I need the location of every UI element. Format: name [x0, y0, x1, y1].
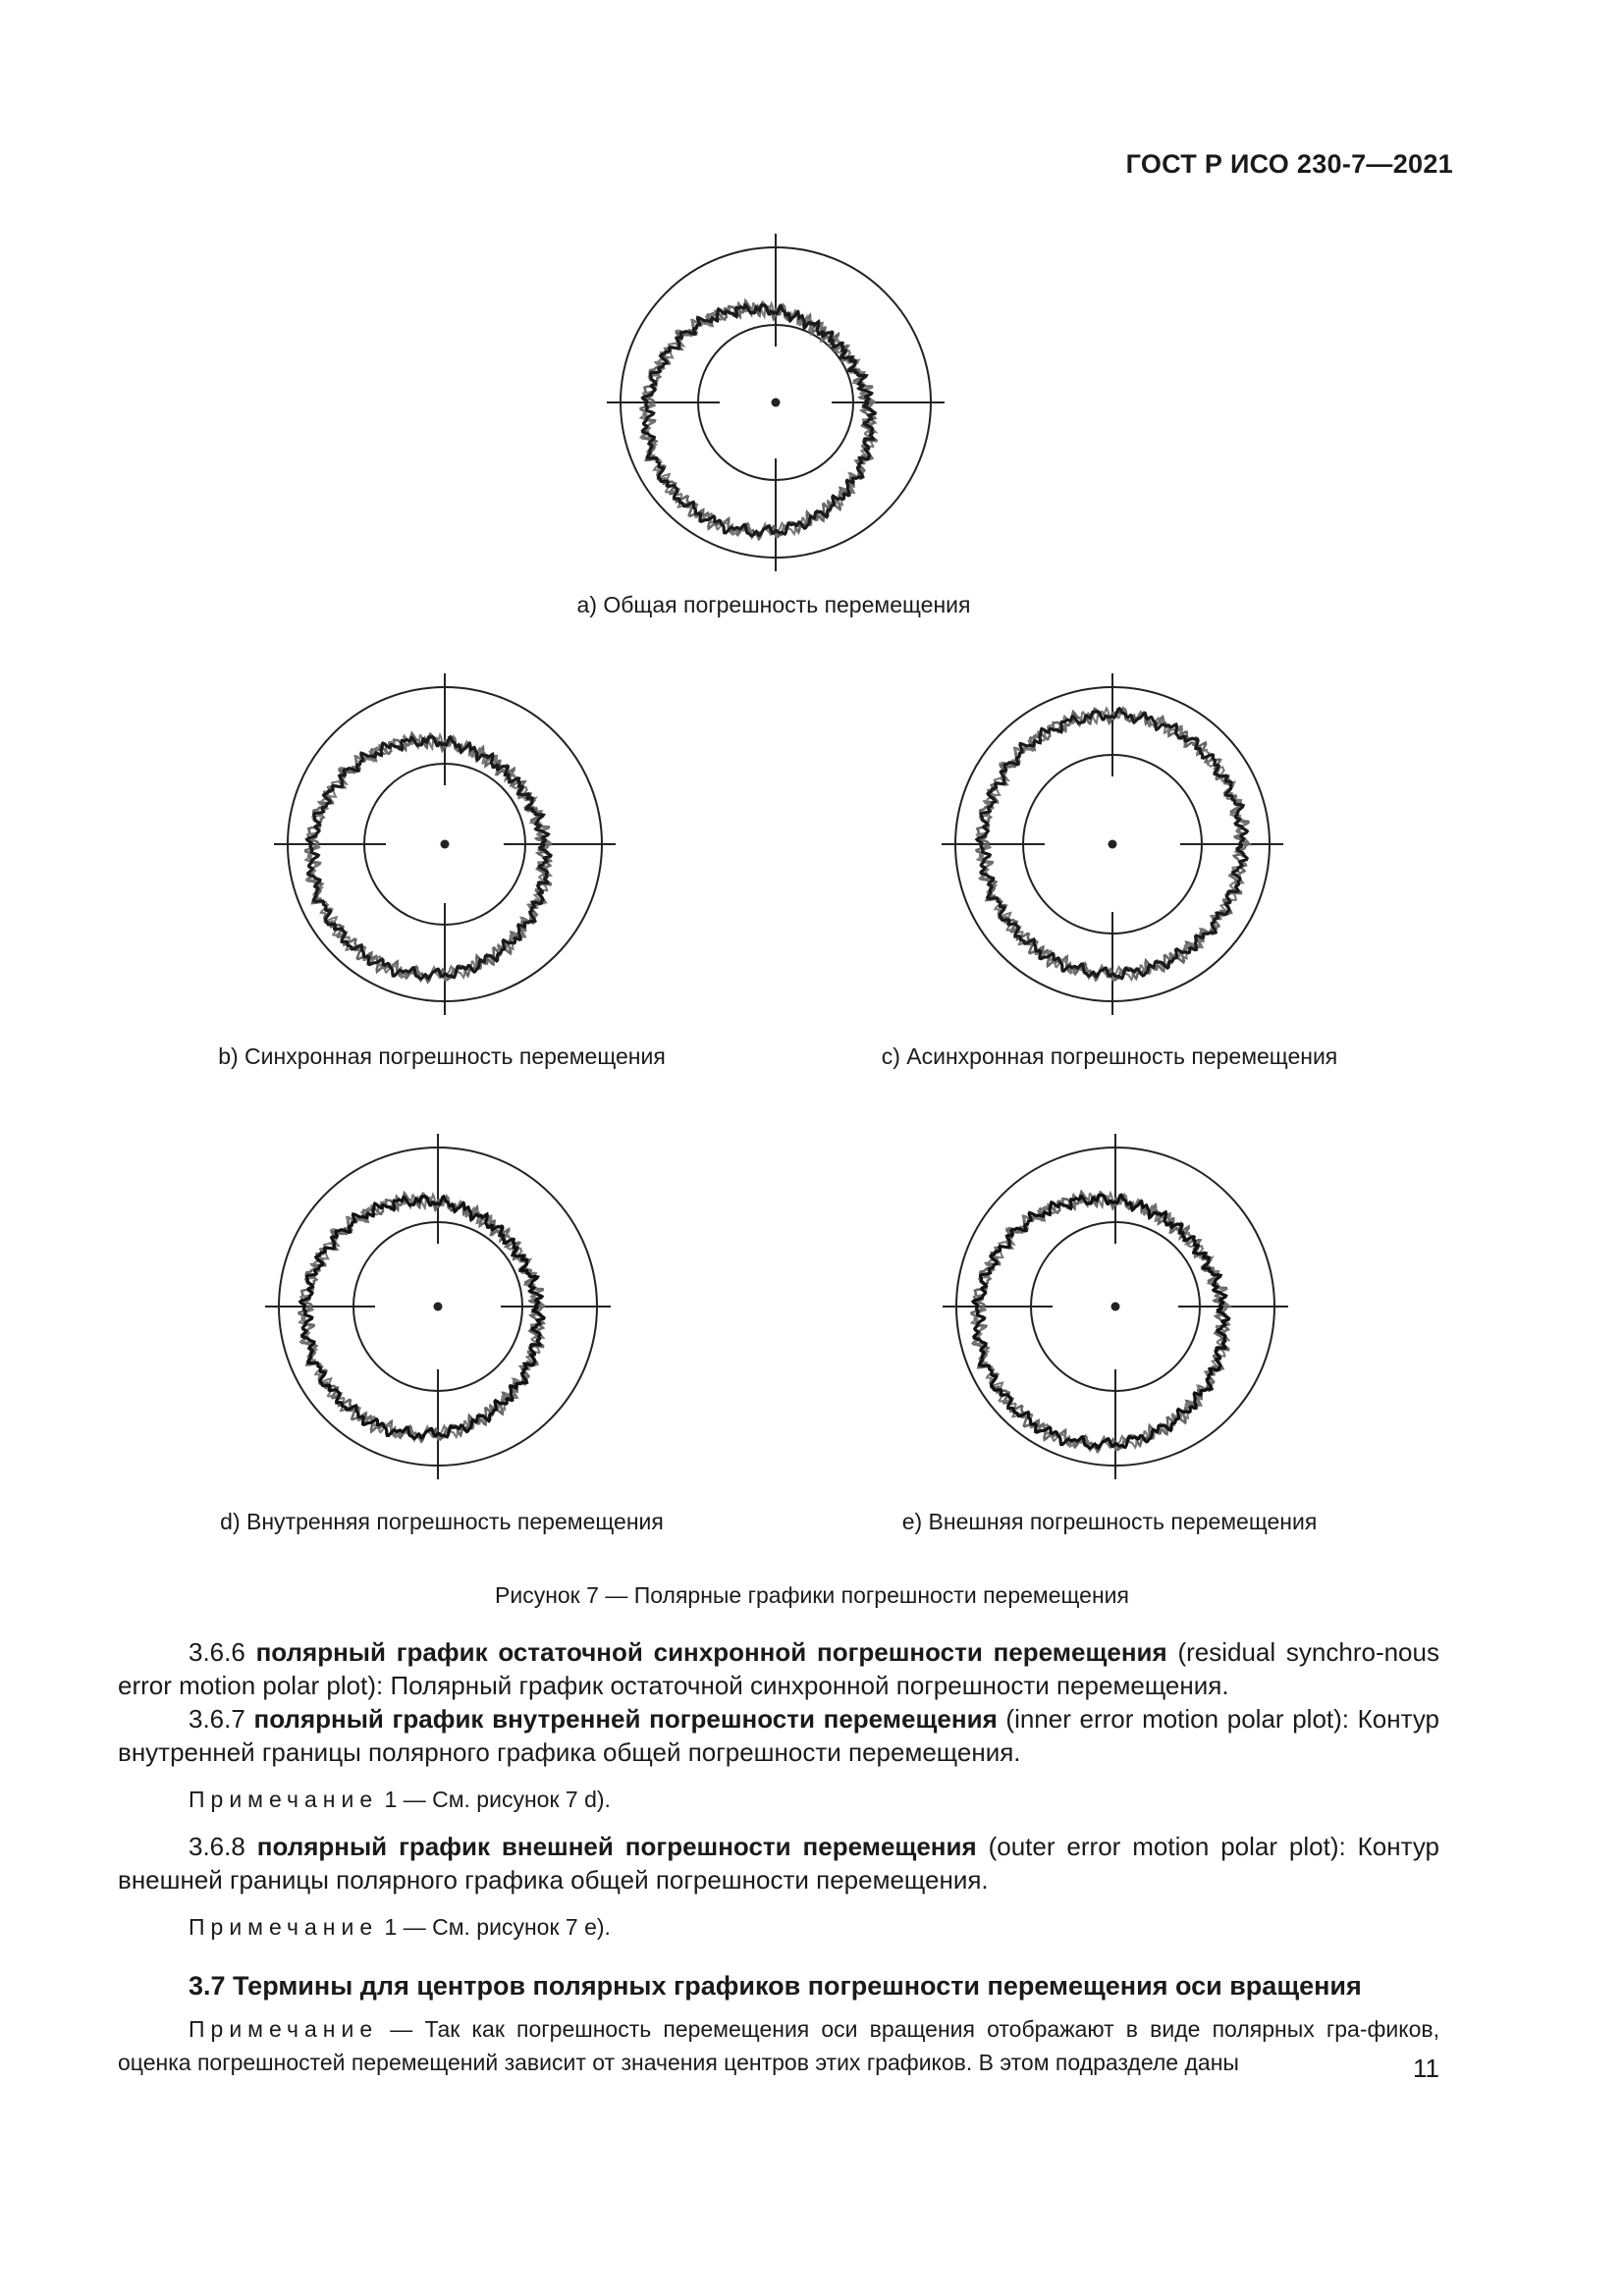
caption-d: d) Внутренняя погрешность перемещения — [220, 1509, 664, 1534]
body-text — [118, 1635, 1439, 2079]
caption-a: a) Общая погрешность перемещения — [576, 592, 971, 617]
error-trace-dark — [307, 736, 551, 979]
polar-plot-e — [943, 1134, 1288, 1479]
note-3-6-7: Примечание 1 — См. рисунок 7 d). — [189, 1787, 611, 1812]
polar-plot-a — [607, 234, 945, 571]
center-dot — [434, 1303, 443, 1311]
polar-plot-c — [942, 673, 1283, 1015]
figure-title: Рисунок 7 — Полярные графики погрешности перемещения — [495, 1582, 1129, 1608]
document-code: ГОСТ Р ИСО 230-7—2021 — [1125, 149, 1453, 179]
caption-e: e) Внешняя погрешность перемещения — [901, 1509, 1318, 1534]
caption-b: b) Синхронная погрешность перемещения — [218, 1043, 666, 1069]
polar-plot-d — [265, 1134, 611, 1479]
polar-plot-b — [274, 673, 616, 1015]
note-3-7: Примечание — Так как погрешность перемещения оси вращения отображают в виде полярных гра-фиков, оценка погрешностей перемещений зависит от значения центров этих графиков. В этом подразделе даны — [118, 2016, 1440, 2075]
term-3-6-8: полярный график внешней погрешности перемещения — [256, 1832, 977, 1861]
note-3-6-8: Примечание 1 — См. рисунок 7 е). — [189, 1914, 611, 1940]
center-dot — [1111, 1303, 1120, 1311]
page-number: 11 — [1413, 2054, 1439, 2083]
term-3-6-7: полярный график внутренней погрешности перемещения — [253, 1704, 998, 1734]
center-dot — [1109, 840, 1117, 849]
center-dot — [441, 840, 450, 849]
term-3-6-6: полярный график остаточной синхронной погрешности перемещения — [255, 1637, 1167, 1667]
section-3-7-title: 3.7 Термины для центров полярных графиков погрешности перемещения оси вращения — [189, 1971, 1362, 2001]
caption-c: c) Асинхронная погрешность перемещения — [881, 1043, 1338, 1069]
paragraph-3-6-8: 3.6.8 полярный график внешней погрешности перемещения (outer error motion polar plot): Контур внешней границы полярного графика общей погрешности перемещения. — [118, 1832, 1439, 1895]
paragraph-3-6-7: 3.6.7 полярный график внутренней погрешности перемещения (inner error motion polar plot): Контур внутренней границы полярного графика общей погрешности перемещения. — [118, 1704, 1439, 1767]
center-dot — [772, 399, 781, 407]
paragraph-3-6-6: 3.6.6 полярный график остаточной синхронной погрешности перемещения (residual synchro-nous error motion polar plot): Полярный график остаточной синхронной погрешности перемещения. — [118, 1637, 1439, 1700]
